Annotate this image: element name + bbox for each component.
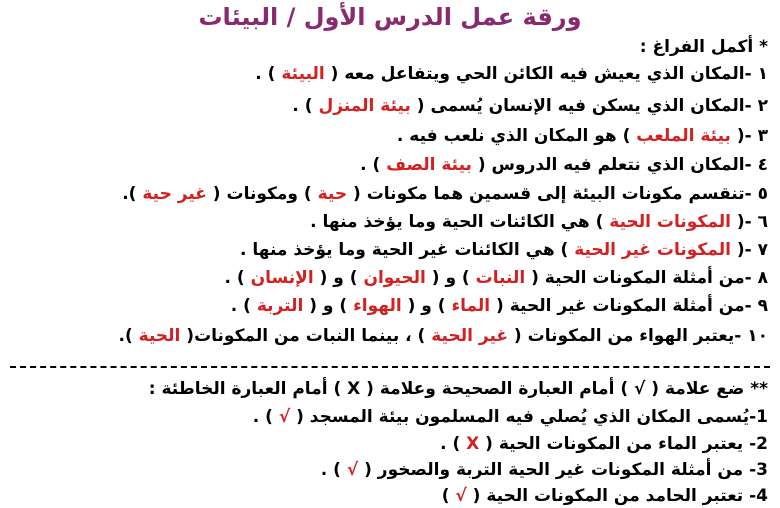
check-mark-icon: √ bbox=[455, 486, 467, 506]
section2-heading: ** ضع علامة ( √ ) أمام العبارة الصحيحة وعلامة ( X ) أمام العبارة الخاطئة : bbox=[148, 379, 768, 399]
check-mark-icon: √ bbox=[634, 379, 646, 399]
answer: المكونات الحية bbox=[609, 212, 731, 232]
title-main: ورقة عمل الدرس الأول bbox=[303, 3, 582, 31]
title-sub: البيئات bbox=[198, 3, 279, 31]
fill-item-1: ١ -المكان الذي يعيش فيه الكائن الحي ويتفاعل معه ( البيئة ) . bbox=[255, 64, 768, 84]
x-mark-icon: X bbox=[466, 434, 480, 454]
page-title bbox=[0, 2, 780, 32]
truefalse-item-2: 2- يعتبر الماء من المكونات الحية ( X ) . bbox=[440, 434, 768, 454]
check-mark-icon: √ bbox=[346, 460, 359, 480]
answer: المكونات غير الحية bbox=[574, 240, 731, 260]
answer: بيئة الملعب bbox=[636, 126, 731, 146]
answer: الهواء bbox=[353, 296, 402, 316]
fill-item-6: ٦ -( المكونات الحية ) هي الكائنات الحية وما يؤخذ منها . bbox=[310, 212, 768, 232]
answer: الماء bbox=[451, 296, 491, 316]
answer: البيئة bbox=[281, 64, 325, 84]
fill-item-2: ٢ -المكان الذي يسكن فيه الإنسان يُسمى ( بيئة المنزل ) . bbox=[292, 96, 768, 116]
answer: التربة bbox=[256, 296, 304, 316]
answer: غير حية bbox=[142, 184, 207, 204]
section-divider bbox=[10, 366, 770, 368]
answer: الإنسان bbox=[250, 268, 314, 288]
fill-item-7: ٧ -( المكونات غير الحية ) هي الكائنات غير الحية وما يؤخذ منها . bbox=[240, 240, 768, 260]
answer: بيئة المنزل bbox=[318, 96, 411, 116]
truefalse-item-1: 1-يُسمى المكان الذي يُصلي فيه المسلمون بيئة المسجد ( √ ) . bbox=[252, 407, 768, 427]
fill-item-5: ٥ -تنقسم مكونات البيئة إلى قسمين هما مكونات ( حية ) ومكونات ( غير حية ). bbox=[122, 184, 768, 204]
answer: حية bbox=[317, 184, 348, 204]
fill-item-8: ٨ -من أمثلة المكونات الحية ( النبات ) و ( الحيوان ) و ( الإنسان ) . bbox=[224, 268, 768, 288]
fill-item-9: ٩ -من أمثلة المكونات غير الحية ( الماء ) و ( الهواء ) و ( التربة ) . bbox=[230, 296, 768, 316]
answer: بيئة الصف bbox=[386, 155, 472, 175]
fill-item-4: ٤ -المكان الذي نتعلم فيه الدروس ( بيئة الصف ) . bbox=[360, 155, 768, 175]
answer: النبات bbox=[475, 268, 526, 288]
truefalse-item-4: 4- تعتبر الحامد من المكونات الحية ( √ ) bbox=[441, 486, 768, 506]
answer: غير الحية bbox=[431, 326, 509, 346]
section1-heading: * أكمل الفراغ : bbox=[639, 37, 768, 57]
fill-item-3: ٣ -( بيئة الملعب ) هو المكان الذي نلعب فيه . bbox=[396, 126, 768, 146]
x-mark-icon: X bbox=[347, 379, 361, 399]
answer: الحية bbox=[138, 326, 181, 346]
check-mark-icon: √ bbox=[278, 407, 291, 427]
answer: الحيوان bbox=[363, 268, 426, 288]
fill-item-10: ١٠ -يعتبر الهواء من المكونات ( غير الحية ) ، بينما النبات من المكونات( الحية ). bbox=[118, 326, 768, 346]
truefalse-item-3: 3- من أمثلة المكونات غير الحية التربة والصخور ( √ ) . bbox=[320, 460, 768, 480]
title-separator: / bbox=[286, 3, 296, 31]
